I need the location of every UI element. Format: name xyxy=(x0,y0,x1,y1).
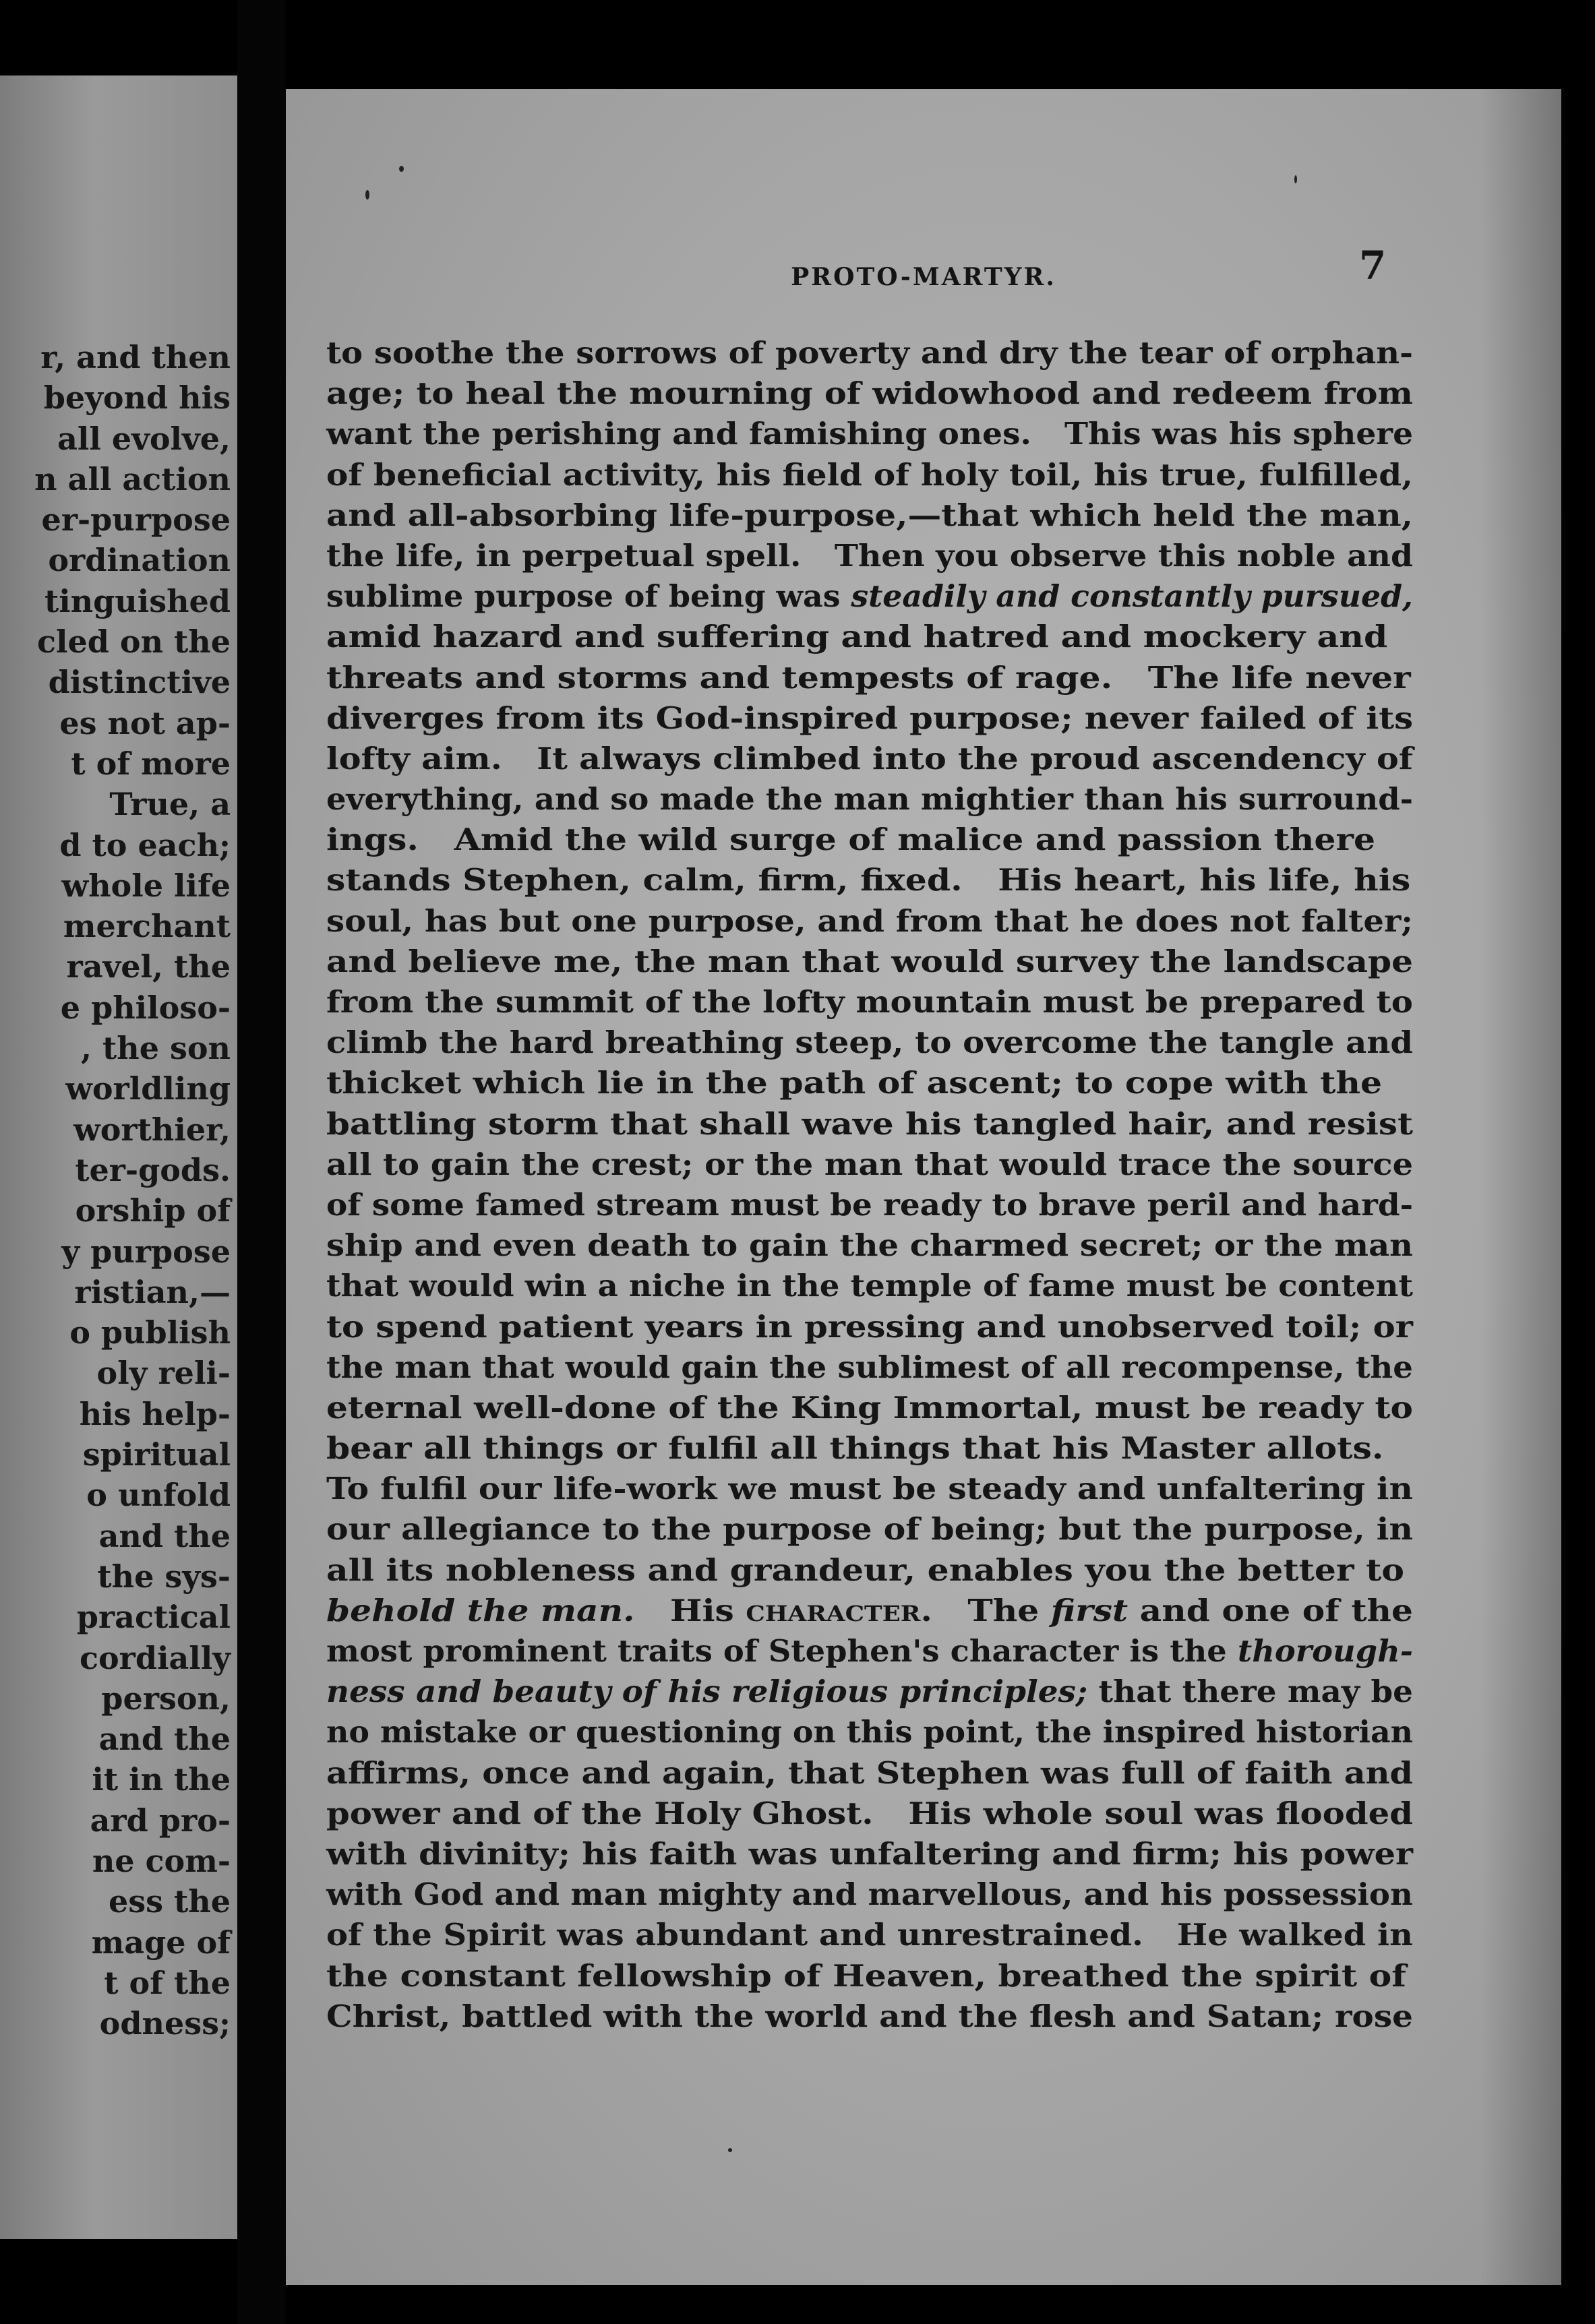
current-page xyxy=(286,89,1561,2285)
text-run: Christ, battled with the world and the flesh and Satan; rose xyxy=(326,1998,1414,2034)
text-line xyxy=(326,1144,1482,1185)
text-run: lofty aim. It always climbed into the proud ascendency of xyxy=(326,740,1414,776)
text-run: want the perishing and famishing ones. This was his sphere xyxy=(326,416,1413,452)
text-line xyxy=(326,576,1431,617)
text-run: bear all things or fulfil all things that his Master allots. xyxy=(326,1430,1384,1467)
previous-page-line: o unfold xyxy=(86,1477,231,1514)
text-line xyxy=(326,495,1530,536)
previous-page-line: worldling xyxy=(65,1070,231,1107)
previous-page-line: o publish xyxy=(69,1314,231,1351)
book-gutter xyxy=(237,0,286,2324)
previous-page-line: odness; xyxy=(99,2005,231,2042)
text-run: threats and storms and tempests of rage. The life never xyxy=(326,659,1411,696)
italic-run: thorough- xyxy=(1237,1633,1413,1669)
text-line xyxy=(326,1307,1526,1347)
previous-page-line: ter-gods. xyxy=(75,1151,231,1188)
text-line xyxy=(326,1794,1527,1834)
text-run: of the Spirit was abundant and unrestrained. He walked in xyxy=(326,1917,1414,1953)
text-run: diverges from its God-inspired purpose; never failed of its xyxy=(326,700,1414,736)
text-line xyxy=(326,1834,1518,1874)
text-run: the life, in perpetual spell. Then you observe this noble and xyxy=(326,537,1414,574)
text-line xyxy=(326,860,1543,900)
text-line xyxy=(326,1428,1543,1469)
text-line xyxy=(326,1225,1485,1266)
running-head: PROTO-MARTYR. xyxy=(791,263,1056,291)
previous-page-line: cordially xyxy=(79,1639,231,1676)
text-run: to spend patient years in pressing and unobserved toil; or xyxy=(326,1308,1413,1345)
previous-page-line: person, xyxy=(101,1680,231,1717)
previous-page-line: and the xyxy=(98,1721,231,1758)
text-line xyxy=(326,1631,1445,1672)
text-run: affirms, once and again, that Stephen was full of faith and xyxy=(326,1754,1414,1791)
text-run: all its nobleness and grandeur, enables you the better to xyxy=(326,1552,1404,1588)
previous-page-text xyxy=(0,337,231,2044)
text-run: battling storm that shall wave his tangled hair, and resist xyxy=(326,1105,1414,1142)
previous-page-line: all evolve, xyxy=(57,420,231,457)
previous-page-line: orship of xyxy=(75,1192,231,1229)
print-speck xyxy=(365,190,369,200)
previous-page-line: ristian,— xyxy=(74,1273,231,1310)
text-run: climb the hard breathing steep, to overcome the tangle and xyxy=(326,1025,1414,1061)
previous-page-line: ne com- xyxy=(92,1842,231,1879)
text-run: that would win a niche in the temple of fame must be content xyxy=(326,1268,1414,1304)
text-line xyxy=(326,1347,1453,1388)
text-run: His xyxy=(634,1592,746,1628)
text-run: the constant fellowship of Heaven, breathed the spirit of xyxy=(326,1957,1406,1994)
previous-page-line: True, a xyxy=(109,786,231,823)
text-run: age; to heal the mourning of widowhood and redeem from xyxy=(326,375,1413,412)
text-line xyxy=(326,739,1514,779)
previous-page-line: e philoso- xyxy=(60,989,231,1026)
text-line xyxy=(326,536,1466,576)
text-run: everything, and so made the man mightier than his surround- xyxy=(326,781,1413,818)
previous-page-line: worthier, xyxy=(73,1111,231,1148)
text-line xyxy=(326,333,1484,373)
previous-page-line: it in the xyxy=(92,1761,231,1798)
text-run: ings. Amid the wild surge of malice and passion there xyxy=(326,822,1376,858)
text-line xyxy=(326,779,1447,820)
text-line xyxy=(326,658,1543,698)
text-run: of beneficial activity, his field of holy toil, his true, fulfilled, xyxy=(326,456,1414,493)
previous-page-line: practical xyxy=(76,1599,231,1636)
text-line xyxy=(326,1185,1458,1225)
text-line xyxy=(326,1753,1517,1794)
previous-page-line: oly reli- xyxy=(96,1355,231,1392)
text-run: from the summit of the lofty mountain must be prepared to xyxy=(326,984,1413,1020)
italic-run: behold the man. xyxy=(326,1592,635,1628)
previous-page-fragment xyxy=(0,75,237,2239)
previous-page-line: , the son xyxy=(80,1030,231,1067)
text-line xyxy=(326,1388,1538,1428)
text-run: to soothe the sorrows of poverty and dry the tear of orphan- xyxy=(326,335,1414,371)
text-run: our allegiance to the purpose of being; but the purpose, in xyxy=(326,1511,1414,1548)
previous-page-line: y purpose xyxy=(61,1233,231,1270)
text-run: and believe me, the man that would survey the landscape xyxy=(326,943,1414,979)
previous-page-line: r, and then xyxy=(40,339,231,375)
text-line xyxy=(326,820,1543,860)
text-line xyxy=(326,698,1524,739)
italic-run: ness and beauty of his religious principles; xyxy=(326,1674,1088,1710)
text-line xyxy=(326,414,1462,454)
text-run: power and of the Holy Ghost. His whole soul was flooded xyxy=(326,1795,1414,1831)
text-line xyxy=(326,1469,1503,1509)
text-line xyxy=(326,1672,1457,1712)
text-run: and all-absorbing life-purpose,—that which held the man, xyxy=(326,497,1414,533)
previous-page-line: er-purpose xyxy=(41,501,231,539)
text-line xyxy=(326,1509,1509,1550)
previous-page-line: beyond his xyxy=(43,379,231,417)
previous-page-line: ard pro- xyxy=(90,1802,231,1839)
text-run: To fulfil our life-work we must be steady and unfaltering in xyxy=(326,1471,1413,1507)
previous-page-line: spiritual xyxy=(82,1436,231,1473)
text-run: soul, has but one purpose, and from that he does not falter; xyxy=(326,903,1414,939)
text-run: with divinity; his faith was unfaltering and firm; his power xyxy=(326,1835,1413,1872)
text-line xyxy=(326,1022,1488,1063)
page-number: 7 xyxy=(1359,243,1387,288)
text-run: no mistake or questioning on this point, the inspired historian xyxy=(326,1714,1414,1750)
print-speck xyxy=(399,166,404,172)
italic-run: steadily and constantly pursued, xyxy=(851,578,1413,615)
text-line xyxy=(326,1996,1497,2037)
text-run: ship and even death to gain the charmed secret; or the man xyxy=(326,1227,1414,1264)
text-line xyxy=(326,1063,1543,1103)
text-run: all to gain the crest; or the man that would trace the source xyxy=(326,1146,1414,1182)
previous-page-line: ordination xyxy=(48,542,231,579)
previous-page-line: distinctive xyxy=(48,664,231,701)
text-line xyxy=(326,617,1543,657)
text-line xyxy=(326,1550,1543,1591)
text-line xyxy=(326,455,1497,495)
previous-page-line: the sys- xyxy=(97,1558,231,1595)
text-line xyxy=(326,1915,1484,1955)
text-line xyxy=(326,1712,1434,1752)
previous-page-line: n all action xyxy=(34,460,231,497)
text-line xyxy=(326,1591,1539,1631)
previous-page-line: whole life xyxy=(61,867,231,904)
previous-page-line: his help- xyxy=(79,1395,231,1432)
text-run: amid hazard and suffering and hatred and mockery and xyxy=(326,619,1388,655)
italic-run: first xyxy=(1050,1592,1128,1628)
previous-page-line: mage of xyxy=(91,1924,231,1961)
text-run: and one of the xyxy=(1128,1592,1414,1628)
text-run: . The xyxy=(920,1592,1051,1628)
previous-page-line: t of more xyxy=(71,745,231,782)
print-speck xyxy=(728,2148,732,2152)
text-line xyxy=(326,982,1491,1022)
previous-page-line: cled on the xyxy=(36,623,231,661)
previous-page-line: tinguished xyxy=(44,582,231,619)
text-run: eternal well-done of the King Immortal, must be ready to xyxy=(326,1389,1413,1426)
text-run: the man that would gain the sublimest of all recompense, the xyxy=(326,1349,1413,1385)
previous-page-line: merchant xyxy=(63,908,231,945)
text-run: stands Stephen, calm, firm, fixed. His heart, his life, his xyxy=(326,862,1411,898)
print-speck xyxy=(1294,175,1297,183)
previous-page-line: t of the xyxy=(104,1964,231,2001)
text-run: sublime purpose of being was xyxy=(326,578,851,615)
small-caps-run: character xyxy=(746,1592,921,1628)
text-line xyxy=(326,1266,1451,1306)
previous-page-line: and the xyxy=(98,1517,231,1554)
previous-page-line: d to each; xyxy=(59,826,231,863)
text-line xyxy=(326,1956,1543,1996)
text-run: thicket which lie in the path of ascent; to cope with the xyxy=(326,1065,1383,1101)
previous-page-line: es not ap- xyxy=(59,704,231,741)
text-line xyxy=(326,942,1538,982)
previous-page-line: ravel, the xyxy=(66,948,231,985)
previous-page-line: ess the xyxy=(108,1883,231,1920)
text-line xyxy=(326,901,1487,942)
page-body-text xyxy=(326,333,1413,2037)
text-run: of some famed stream must be ready to brave peril and hard- xyxy=(326,1186,1414,1223)
text-run: with God and man mighty and marvellous, and his possession xyxy=(326,1876,1413,1913)
text-line xyxy=(326,1104,1532,1144)
text-run: that there may be xyxy=(1087,1674,1413,1710)
text-line xyxy=(326,1874,1453,1915)
text-line xyxy=(326,373,1519,414)
text-run: most prominent traits of Stephen's character is the xyxy=(326,1633,1238,1669)
